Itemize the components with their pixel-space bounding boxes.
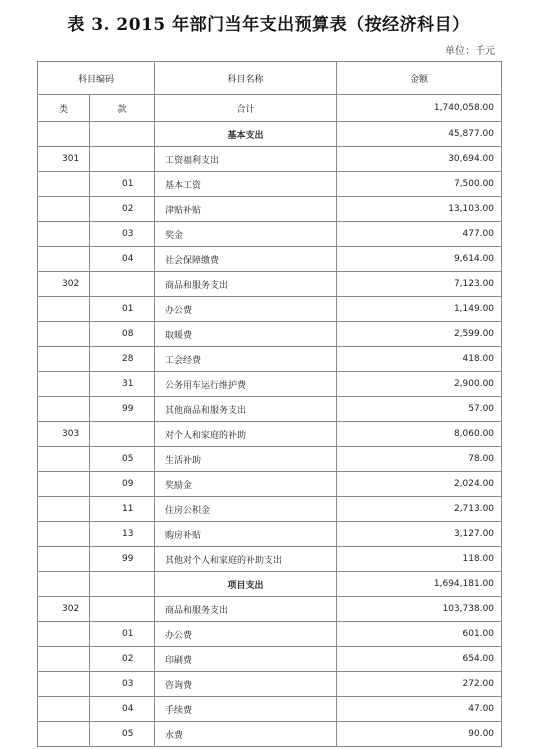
row-lei-code: 302: [38, 272, 90, 297]
row-item-name: 手续费: [155, 697, 337, 722]
row-item-name: 印刷费: [155, 647, 337, 672]
header-name: 科目名称: [155, 62, 337, 95]
row-kuan-code: [90, 597, 155, 622]
row-kuan-code: 13: [90, 522, 155, 547]
header-lei: 类: [38, 95, 90, 122]
row-lei-code: 302: [38, 597, 90, 622]
row-item-name: 办公费: [155, 622, 337, 647]
row-item-name: 商品和服务支出: [155, 597, 337, 622]
row-amount: 13,103.00: [337, 197, 502, 222]
table-row: [38, 397, 502, 422]
row-amount: 45,877.00: [337, 122, 502, 147]
row-kuan-code: 31: [90, 372, 155, 397]
row-item-name: 基本支出: [155, 122, 337, 147]
row-kuan-code: [90, 572, 155, 597]
row-lei-code: [38, 372, 90, 397]
row-item-name: 办公费: [155, 297, 337, 322]
table-row: [38, 447, 502, 472]
table-row: [38, 272, 502, 297]
row-amount: 103,738.00: [337, 597, 502, 622]
row-item-name: 生活补助: [155, 447, 337, 472]
row-lei-code: [38, 497, 90, 522]
row-lei-code: [38, 172, 90, 197]
table-row: [38, 322, 502, 347]
total-amount: 1,740,058.00: [337, 95, 502, 122]
row-item-name: 咨询费: [155, 672, 337, 697]
row-item-name: 其他商品和服务支出: [155, 397, 337, 422]
row-lei-code: [38, 472, 90, 497]
row-amount: 2,713.00: [337, 497, 502, 522]
table-row: [38, 247, 502, 272]
table-row: [38, 547, 502, 572]
row-amount: 78.00: [337, 447, 502, 472]
row-kuan-code: 01: [90, 622, 155, 647]
row-lei-code: [38, 697, 90, 722]
total-row: [38, 95, 502, 122]
row-amount: 272.00: [337, 672, 502, 697]
table-row: [38, 197, 502, 222]
table-row: [38, 522, 502, 547]
row-amount: 9,614.00: [337, 247, 502, 272]
row-item-name: 项目支出: [155, 572, 337, 597]
row-kuan-code: 02: [90, 197, 155, 222]
row-kuan-code: 03: [90, 222, 155, 247]
row-amount: 57.00: [337, 397, 502, 422]
row-amount: 1,149.00: [337, 297, 502, 322]
row-item-name: 奖金: [155, 222, 337, 247]
table-row: [38, 122, 502, 147]
row-kuan-code: [90, 422, 155, 447]
row-amount: 477.00: [337, 222, 502, 247]
row-amount: 601.00: [337, 622, 502, 647]
table-title: 表 3. 2015 年部门当年支出预算表（按经济科目）: [67, 15, 470, 35]
row-item-name: 公务用车运行维护费: [155, 372, 337, 397]
row-amount: 47.00: [337, 697, 502, 722]
table-row: [38, 672, 502, 697]
row-amount: 7,500.00: [337, 172, 502, 197]
row-kuan-code: 05: [90, 722, 155, 747]
row-kuan-code: 01: [90, 172, 155, 197]
table-row: [38, 597, 502, 622]
row-lei-code: [38, 547, 90, 572]
row-lei-code: [38, 197, 90, 222]
row-lei-code: [38, 572, 90, 597]
row-kuan-code: 99: [90, 547, 155, 572]
row-lei-code: 301: [38, 147, 90, 172]
row-item-name: 对个人和家庭的补助: [155, 422, 337, 447]
table-row: [38, 497, 502, 522]
row-lei-code: [38, 347, 90, 372]
row-item-name: 社会保障缴费: [155, 247, 337, 272]
table-row: [38, 647, 502, 672]
row-lei-code: [38, 122, 90, 147]
row-item-name: 工会经费: [155, 347, 337, 372]
row-amount: 1,694,181.00: [337, 572, 502, 597]
table-row: [38, 622, 502, 647]
row-amount: 118.00: [337, 547, 502, 572]
budget-table-body: [38, 62, 502, 747]
row-lei-code: [38, 647, 90, 672]
row-item-name: 工资福利支出: [155, 147, 337, 172]
row-amount: 7,123.00: [337, 272, 502, 297]
row-item-name: 水费: [155, 722, 337, 747]
row-item-name: 商品和服务支出: [155, 272, 337, 297]
row-kuan-code: 08: [90, 322, 155, 347]
row-lei-code: [38, 447, 90, 472]
row-lei-code: [38, 322, 90, 347]
table-row: [38, 697, 502, 722]
row-lei-code: [38, 672, 90, 697]
row-kuan-code: [90, 147, 155, 172]
row-amount: 654.00: [337, 647, 502, 672]
table-row: [38, 297, 502, 322]
row-item-name: 其他对个人和家庭的补助支出: [155, 547, 337, 572]
row-lei-code: [38, 397, 90, 422]
row-item-name: 购房补贴: [155, 522, 337, 547]
row-amount: 418.00: [337, 347, 502, 372]
header-code-group: 科目编码: [38, 62, 155, 95]
row-amount: 90.00: [337, 722, 502, 747]
table-row: [38, 422, 502, 447]
row-item-name: 取暖费: [155, 322, 337, 347]
table-row: [38, 372, 502, 397]
row-amount: 8,060.00: [337, 422, 502, 447]
row-item-name: 奖励金: [155, 472, 337, 497]
unit-label: 单位：千元: [445, 46, 495, 57]
table-row: [38, 147, 502, 172]
table-row: [38, 222, 502, 247]
row-amount: 3,127.00: [337, 522, 502, 547]
total-label: 合计: [155, 95, 337, 122]
header-amount: 金额: [337, 62, 502, 95]
row-kuan-code: 99: [90, 397, 155, 422]
header-kuan: 款: [90, 95, 155, 122]
row-amount: 2,900.00: [337, 372, 502, 397]
row-lei-code: [38, 247, 90, 272]
row-lei-code: [38, 722, 90, 747]
budget-table: [37, 61, 502, 747]
row-kuan-code: 04: [90, 697, 155, 722]
table-row: [38, 472, 502, 497]
row-kuan-code: 01: [90, 297, 155, 322]
row-kuan-code: 11: [90, 497, 155, 522]
row-amount: 2,024.00: [337, 472, 502, 497]
row-amount: 30,694.00: [337, 147, 502, 172]
header-row: [38, 62, 502, 95]
table-row: [38, 722, 502, 747]
row-lei-code: [38, 522, 90, 547]
row-lei-code: [38, 297, 90, 322]
row-lei-code: [38, 622, 90, 647]
row-lei-code: 303: [38, 422, 90, 447]
row-kuan-code: 03: [90, 672, 155, 697]
row-kuan-code: 04: [90, 247, 155, 272]
table-row: [38, 347, 502, 372]
row-kuan-code: 02: [90, 647, 155, 672]
row-amount: 2,599.00: [337, 322, 502, 347]
row-item-name: 住房公积金: [155, 497, 337, 522]
table-row: [38, 172, 502, 197]
table-row: [38, 572, 502, 597]
row-item-name: 基本工资: [155, 172, 337, 197]
row-kuan-code: 28: [90, 347, 155, 372]
row-item-name: 津贴补贴: [155, 197, 337, 222]
row-kuan-code: 09: [90, 472, 155, 497]
row-kuan-code: 05: [90, 447, 155, 472]
row-kuan-code: [90, 122, 155, 147]
row-kuan-code: [90, 272, 155, 297]
row-lei-code: [38, 222, 90, 247]
